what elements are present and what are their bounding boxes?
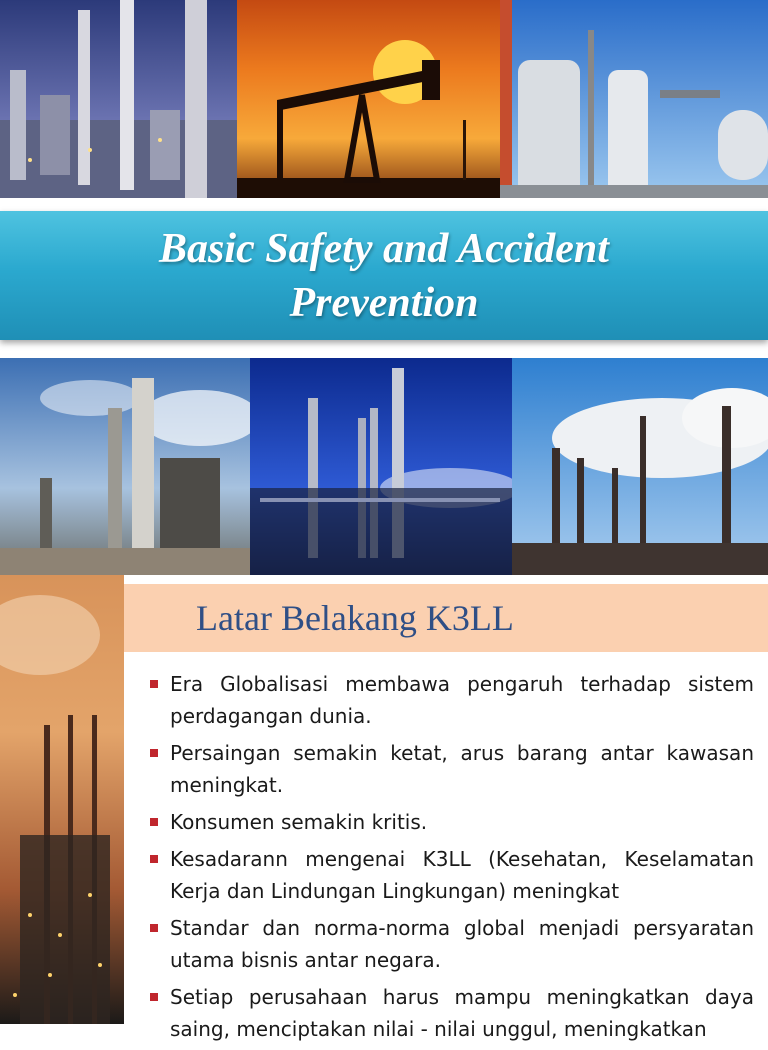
bullet-marker-icon (150, 924, 158, 932)
section-heading-band (124, 584, 768, 652)
list-item-text: Kesadarann mengenai K3LL (Kesehatan, Keselamatan Kerja dan Lindungan Lingkungan) meningkat (170, 847, 754, 903)
list-item-text: Persaingan semakin ketat, arus barang antar kawasan meningkat. (170, 741, 754, 797)
page-title: Basic Safety and Accident Prevention (159, 225, 609, 326)
bullet-marker-icon (150, 749, 158, 757)
list-item-text: Standar dan norma-norma global menjadi persyaratan utama bisnis antar negara. (170, 916, 754, 972)
bullet-marker-icon (150, 855, 158, 863)
refinery-towers-dusk-photo (0, 0, 237, 198)
list-item (150, 668, 754, 732)
list-item-text: Setiap perusahaan harus mampu meningkatkan daya saing, menciptakan nilai - nilai unggul, meningkatkan (170, 985, 754, 1041)
list-item (150, 981, 754, 1045)
bullet-marker-icon (150, 818, 158, 826)
oil-pumpjack-sunset-photo (237, 0, 500, 198)
list-item (150, 843, 754, 907)
list-item-text: Konsumen semakin kritis. (170, 810, 428, 834)
refinery-orange-sky-photo (0, 575, 124, 1024)
list-item (150, 806, 754, 838)
bullet-marker-icon (150, 680, 158, 688)
list-item-text: Era Globalisasi membawa pengaruh terhadap sistem perdagangan dunia. (170, 672, 754, 728)
refinery-columns-photo (0, 358, 250, 575)
bullet-marker-icon (150, 993, 158, 1001)
refinery-night-blue-photo (250, 358, 512, 575)
bullet-list (150, 668, 754, 1050)
refinery-tanks-photo (500, 0, 768, 198)
list-item (150, 912, 754, 976)
section-heading: Latar Belakang K3LL (196, 598, 514, 638)
title-banner (0, 211, 768, 340)
smokestacks-photo (512, 358, 768, 575)
list-item (150, 737, 754, 801)
